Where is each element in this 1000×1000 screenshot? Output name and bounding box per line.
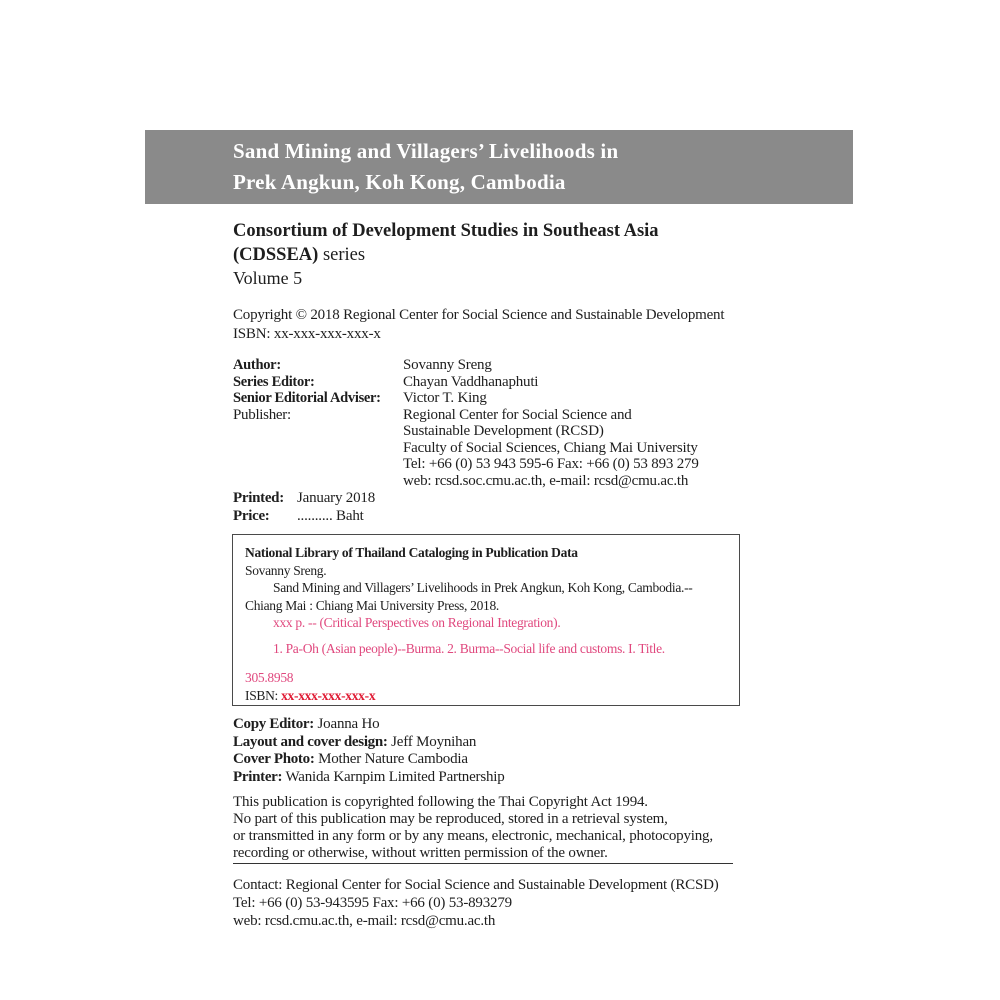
series-acronym: (CDSSEA): [233, 245, 319, 265]
info-row-publisher-cont: [233, 440, 873, 457]
info-label: Senior Editorial Adviser:: [233, 390, 381, 406]
copyright-line: Copyright © 2018 Regional Center for Social Science and Sustainable Development: [233, 307, 725, 323]
copyright-notice: [233, 794, 873, 862]
info-value: web: rcsd.soc.cmu.ac.th, e-mail: rcsd@cmu.ac.th: [403, 472, 689, 489]
cip-imprint: Chiang Mai : Chiang Mai University Press, 2018.: [245, 597, 500, 613]
series-heading: [233, 219, 873, 289]
notice-line: No part of this publication may be reproduced, stored in a retrieval system,: [233, 811, 668, 827]
info-row-publisher: [233, 407, 873, 424]
price-value: .......... Baht: [297, 507, 364, 524]
info-row-series-editor: [233, 374, 873, 391]
credit-row-cover-photo: [233, 751, 873, 769]
info-value: Regional Center for Social Science and: [403, 406, 632, 423]
cip-call-number: 305.8958: [245, 670, 294, 685]
credit-label: Printer:: [233, 768, 283, 785]
series-volume: Volume 5: [233, 268, 303, 288]
book-title-line2: Prek Angkun, Koh Kong, Cambodia: [233, 170, 566, 194]
production-credits: [233, 716, 873, 786]
info-row-publisher-cont: [233, 473, 873, 490]
title-banner: [145, 130, 853, 204]
info-row-author: [233, 357, 873, 374]
credit-label: Copy Editor:: [233, 716, 314, 732]
notice-line: or transmitted in any form or by any means, electronic, mechanical, photocopying,: [233, 828, 713, 844]
notice-line: This publication is copyrighted following the Thai Copyright Act 1994.: [233, 794, 648, 810]
cip-main-entry: Sand Mining and Villagers’ Livelihoods in Prek Angkun, Koh Kong, Cambodia.--: [273, 580, 693, 595]
book-title-line1: Sand Mining and Villagers’ Livelihoods in: [233, 139, 619, 163]
divider-rule: [233, 863, 733, 864]
credit-value: Jeff Moynihan: [387, 733, 477, 750]
credit-row-copy-editor: [233, 716, 873, 734]
info-label: Author:: [233, 357, 281, 373]
info-value: Chayan Vaddhanaphuti: [403, 373, 539, 390]
isbn-line: ISBN: xx-xxx-xxx-xxx-x: [233, 326, 381, 342]
contact-line: Contact: Regional Center for Social Science and Sustainable Development (RCSD): [233, 877, 719, 893]
info-value: Faculty of Social Sciences, Chiang Mai University: [403, 439, 698, 456]
credit-row-layout: [233, 734, 873, 752]
printed-price-block: [233, 490, 873, 525]
notice-line: recording or otherwise, without written permission of the owner.: [233, 845, 608, 861]
cip-title: National Library of Thailand Cataloging in Publication Data: [245, 545, 578, 560]
spacer: [245, 632, 727, 640]
info-row-publisher-cont: [233, 456, 873, 473]
contact-line: Tel: +66 (0) 53-943595 Fax: +66 (0) 53-893279: [233, 895, 512, 911]
info-label: Series Editor:: [233, 373, 315, 390]
cip-isbn-label: ISBN:: [245, 687, 282, 703]
credit-label: Layout and cover design:: [233, 733, 388, 750]
info-value: Sustainable Development (RCSD): [403, 423, 604, 439]
printed-row: [233, 490, 873, 508]
cip-box: [232, 534, 740, 706]
info-value: Tel: +66 (0) 53 943 595-6 Fax: +66 (0) 53 893 279: [403, 456, 699, 472]
credit-label: Cover Photo:: [233, 751, 315, 767]
info-value: Victor T. King: [403, 390, 487, 406]
price-row: [233, 508, 873, 526]
credit-value: Wanida Karnpim Limited Partnership: [282, 768, 505, 785]
info-label: Publisher:: [233, 406, 291, 423]
printed-value: January 2018: [297, 490, 375, 506]
info-row-publisher-cont: [233, 423, 873, 440]
price-label: Price:: [233, 507, 270, 524]
series-name-text: Consortium of Development Studies in Southeast Asia: [233, 221, 659, 241]
credit-row-printer: [233, 769, 873, 787]
series-suffix: series: [318, 245, 366, 265]
cip-isbn-value: xx-xxx-xxx-xxx-x: [281, 687, 376, 703]
spacer: [245, 657, 727, 669]
cip-author: Sovanny Sreng.: [245, 562, 327, 578]
cip-subjects: 1. Pa-Oh (Asian people)--Burma. 2. Burma--Social life and customs. I. Title.: [273, 640, 665, 656]
cip-isbn-row: [245, 687, 727, 705]
info-row-editorial-adviser: [233, 390, 873, 407]
printed-label: Printed:: [233, 490, 284, 506]
credit-value: Mother Nature Cambodia: [314, 751, 468, 767]
contact-line: web: rcsd.cmu.ac.th, e-mail: rcsd@cmu.ac.th: [233, 913, 496, 929]
series-name: [233, 219, 873, 267]
copyright-block: [233, 306, 873, 344]
cip-collation: xxx p. -- (Critical Perspectives on Regional Integration).: [273, 615, 561, 630]
info-value: Sovanny Sreng: [403, 357, 492, 373]
credit-value: Joanna Ho: [314, 716, 380, 732]
publication-info: [233, 357, 873, 489]
contact-block: [233, 876, 873, 930]
